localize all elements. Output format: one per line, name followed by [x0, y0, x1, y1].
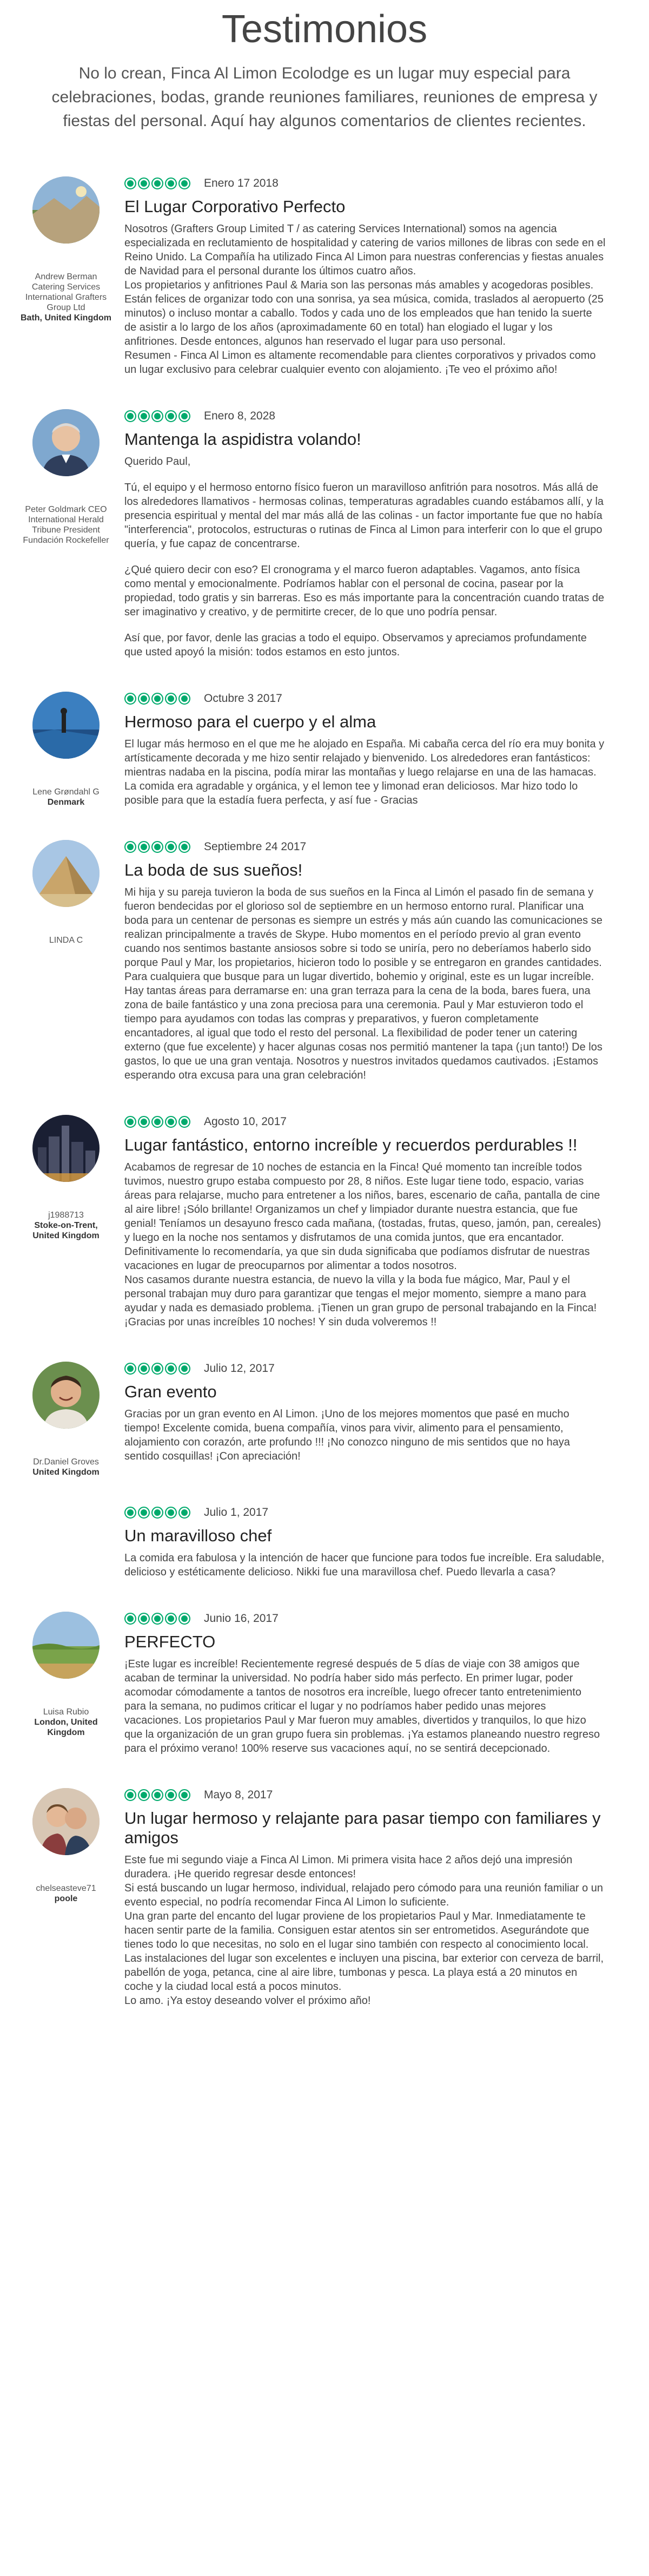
reviewer-info [21, 176, 111, 377]
rating-bubble-icon [151, 841, 163, 853]
reviewer-name: j1988713 [48, 1211, 84, 1220]
review-paragraph: El lugar más hermoso en el que me he alojado en España. Mi cabaña cerca del río era muy bonita y artísticamente decorada y me hizo sentir relajado y bienvenido. Los alrededores eran fantásticos: mientras nadaba en la piscina, podía mirar las montañas y luego relajarse en una de las hamacas. La comida era agradable y orgánica, y el lemon tee y limonad eran deliciosos. Mar hizo todo lo posible para que la estadía fuera perfecta, y así fue - Gracias [124, 738, 605, 806]
review-title: La boda de sus sueños! [124, 860, 303, 879]
review-title: PERFECTO [124, 1632, 216, 1651]
review-paragraph: Nosotros (Grafters Group Limited T / as catering Services International) somos na agencia especializada en reclutamiento de hospitalidad y catering de varios millones de libras con sede en el Reino Unido. La Compañía ha utilizado Finca Al Limon para nuestras conferencias y fiestas anuales de Navidad para el personal durante los últimos cuatro años. [124, 223, 606, 277]
review-meta [124, 409, 606, 423]
rating-bubbles [124, 1789, 192, 1801]
avatar-sea-icon [32, 692, 100, 759]
reviewer-location: Bath, United Kingdom [21, 313, 111, 323]
rating-bubble-icon [178, 1789, 190, 1801]
rating-bubble-icon [178, 1363, 190, 1375]
rating-bubble-icon [178, 1116, 190, 1128]
review-content [111, 176, 627, 377]
review-meta [124, 1115, 606, 1129]
reviewer-location: Stoke-on-Trent, United Kingdom [32, 1221, 100, 1240]
review-item [0, 1506, 649, 1579]
rating-bubbles [124, 1363, 192, 1375]
rating-bubble-icon [151, 410, 163, 422]
rating-bubble-icon [151, 1613, 163, 1625]
review-content [111, 1788, 627, 2008]
rating-bubble-icon [151, 1507, 163, 1519]
review-date: Mayo 8, 2017 [204, 1789, 273, 1801]
rating-bubble-icon [165, 178, 177, 189]
rating-bubbles [124, 1116, 192, 1128]
reviewer-info [21, 409, 111, 659]
review-paragraph: Acabamos de regresar de 10 noches de estancia en la Finca! Qué momento tan increíble todos tuvimos, nuestro grupo estaba compuesto por 28, 8 niños. Este lugar tiene todo, espacio, varias áreas para relajarse, mucho para entretener a los niños, bares, escenario de caña, pantalla de cine al aire libre! ¡Sólo brillante! Organizamos un chef y limpiador durante nuestra estancia, que fue genial! Teníamos un desayuno fresco cada mañana, (tostadas, frutas, queso, jamón, pan, cereales) y luego en la noche nos sentamos y disfrutamos de una comida juntos, que era encantador. Definitivamente lo recomendaría, ya que sin duda significaba que podíamos disfrutar de nuestras vacaciones en lugar de preocuparnos por alimentar a todos nosotros. [124, 1161, 601, 1272]
review-date: Agosto 10, 2017 [204, 1115, 287, 1128]
reviewer-name: LINDA C [49, 936, 83, 945]
reviewer-name: Peter Goldmark CEO International Herald Tribune President Fundación Rockefeller [23, 505, 109, 545]
review-paragraph: ¿Qué quiero decir con eso? El cronograma y el marco fueron adaptables. Vagamos, anto física como mental y emocionalmente. Podríamos hablar con el personal de cocina, pasear por la propiedad, todo gratis y sin barreras. Eso es más importante para la concentración cuando tratas de ser imaginativo y creativo, y de permitirte crecer, de lo que uno podría pensar. [124, 564, 605, 618]
rating-bubble-icon [151, 693, 163, 705]
reviewer-name: Andrew Berman Catering Services International Grafters Group Ltd [25, 272, 107, 312]
review-item [0, 1115, 649, 1329]
rating-bubble-icon [124, 693, 136, 705]
avatar-man-icon [32, 409, 100, 476]
rating-bubble-icon [165, 693, 177, 705]
review-date: Septiembre 24 2017 [204, 840, 307, 853]
rating-bubble-icon [165, 1507, 177, 1519]
rating-bubbles [124, 693, 192, 705]
avatar-city-icon [32, 1115, 100, 1182]
rating-bubble-icon [151, 1363, 163, 1375]
reviewer-info [21, 1506, 111, 1579]
review-paragraph: Así que, por favor, denle las gracias a todo el equipo. Observamos y apreciamos profundamente que usted apoyó la misión: todos estamos en esto juntos. [124, 632, 587, 658]
reviewer-info [21, 1788, 111, 2008]
reviewer-info [21, 1612, 111, 1756]
reviewer-info [21, 1362, 111, 1477]
avatar-landscape-icon [32, 176, 100, 244]
review-meta [124, 692, 606, 706]
rating-bubble-icon [124, 1789, 136, 1801]
rating-bubble-icon [178, 1613, 190, 1625]
rating-bubble-icon [165, 1116, 177, 1128]
review-paragraph: ¡Este lugar es increíble! Recientemente regresé después de 5 días de viaje con 38 amigos que acaban de terminar la universidad. No podría haber sido más perfecto. En primer lugar, poder acomodar cómodamente a tantos de nosotros era increíble, luego ofrecer tanto entretenimiento para la semana, no pudimos criticar el lugar y no podríamos haber pedido unas mejores vacaciones. Los propietarios Paul y Mar fueron muy amables, divertidos y tranquilos, lo que hizo que la organización de un gran grupo fuera sin problemas. ¡Ya estamos planeando nuestro regreso para el próximo verano! 100% reserve sus vacaciones aquí, no se sentirá decepcionado. [124, 1658, 600, 1754]
review-paragraph: Tú, el equipo y el hermoso entorno físico fueron un maravilloso anfitrión para nosotros. Más allá de los alrededores llamativos - hermosas colinas, temperaturas agradables cuando estábamos allí, y la presencia espiritual y mental del mar más allá de las colinas - un factor importante fue que no había "interferencia", protocolos, estructuras o rutinas de Finca al Limon para interferir con lo que el grupo quería, y fue capaz de concentrarse. [124, 482, 604, 550]
review-paragraph: Este fue mi segundo viaje a Finca Al Limon. Mi primera visita hace 2 años dejó una impresión duradera. ¡He querido regresar desde entonces! [124, 1854, 573, 1880]
rating-bubbles [124, 1507, 192, 1519]
review-paragraph: Nos casamos durante nuestra estancia, de nuevo la villa y la boda fue mágico, Mar, Paul y el personal trabajan muy duro para garantizar que tengas el mejor momento, siempre a mano para ayudar y nada es demasiado problema. ¡Tienen un gran grupo de personal trabajando en la Finca! [124, 1274, 597, 1314]
rating-bubbles [124, 841, 192, 853]
reviewer-name: Luisa Rubio [43, 1707, 89, 1717]
rating-bubble-icon [124, 1116, 136, 1128]
review-meta [124, 176, 606, 190]
review-content [111, 409, 627, 659]
rating-bubble-icon [124, 1613, 136, 1625]
review-meta [124, 1362, 606, 1376]
page-title: Testimonios [221, 8, 428, 51]
review-title: Hermoso para el cuerpo y el alma [124, 712, 376, 731]
avatar-smile-icon [32, 1362, 100, 1429]
reviewer-info [21, 692, 111, 807]
review-content [111, 692, 627, 807]
review-item [0, 840, 649, 1082]
review-paragraph: Lo amo. ¡Ya estoy deseando volver el próximo año! [124, 1995, 371, 2007]
review-paragraph: ¡Gracias por unas increíbles 10 noches! Y sin duda volveremos !! [124, 1316, 437, 1328]
review-date: Julio 1, 2017 [204, 1506, 269, 1519]
reviewer-location: London, United Kingdom [34, 1718, 98, 1737]
rating-bubble-icon [124, 410, 136, 422]
rating-bubble-icon [138, 693, 150, 705]
review-paragraph: La comida era fabulosa y la intención de hacer que funcione para todos fue increíble. Era saludable, delicioso y estéticamente delicioso. Nikki fue una maravillosa chef. Puedo llevarla a casa? [124, 1552, 605, 1578]
reviewer-name: Dr.Daniel Groves [33, 1457, 99, 1467]
rating-bubble-icon [124, 178, 136, 189]
reviewer-location: Denmark [47, 798, 85, 807]
rating-bubble-icon [138, 1789, 150, 1801]
review-paragraph: Resumen - Finca Al Limon es altamente recomendable para clientes corporativos y privados como un lugar exclusivo para celebrar cualquier evento con alojamiento. ¡Te veo el próximo año! [124, 350, 596, 376]
review-body [124, 1407, 606, 1463]
review-item [0, 176, 649, 377]
rating-bubble-icon [178, 1507, 190, 1519]
review-title: El Lugar Corporativo Perfecto [124, 197, 346, 216]
review-paragraph: Gracias por un gran evento en Al Limon. ¡Uno de los mejores momentos que pasé en mucho tiempo! Excelente comida, buena compañía, vinos para vivir, alimento para el pensamiento, alojamiento con corazón, arte profundo !!! ¡No conozco ninguno de mis sentidos que no haya sentido cosquillas! ¡Con apreciación! [124, 1408, 570, 1462]
review-body [124, 1657, 606, 1756]
rating-bubble-icon [124, 1363, 136, 1375]
review-title: Lugar fantástico, entorno increíble y recuerdos perdurables !! [124, 1135, 578, 1154]
avatar-field-icon [32, 1612, 100, 1679]
rating-bubble-icon [178, 841, 190, 853]
review-item [0, 692, 649, 807]
review-body [124, 455, 606, 659]
review-body [124, 885, 606, 1082]
review-item [0, 1612, 649, 1756]
rating-bubbles [124, 178, 192, 189]
review-meta [124, 840, 606, 854]
reviewer-name: Lene Grøndahl G [32, 787, 100, 797]
review-date: Junio 16, 2017 [204, 1612, 279, 1625]
reviewer-location: United Kingdom [32, 1468, 100, 1477]
rating-bubble-icon [178, 410, 190, 422]
rating-bubble-icon [124, 1507, 136, 1519]
rating-bubble-icon [138, 841, 150, 853]
review-date: Enero 8, 2028 [204, 410, 275, 422]
review-title: Mantenga la aspidistra volando! [124, 430, 361, 449]
review-paragraph: Una gran parte del encanto del lugar proviene de los propietarios Paul y Mar. Inmediatamente te hacen sentir parte de la familia. Consiguen estar atentos sin ser entrometidos. Asegurándote que tienes todo lo que necesitas, no solo en el lugar sino también con respecto al conocimiento local. [124, 1910, 590, 1950]
intro-text: No lo crean, Finca Al Limon Ecolodge es un lugar muy especial para celebraciones, bodas, grande reuniones familiares, reuniones de empresa y fiestas del personal. Aquí hay algunos comentarios de clientes recientes. [51, 64, 598, 130]
review-body [124, 1853, 606, 2008]
review-paragraph: Querido Paul, [124, 456, 191, 468]
rating-bubble-icon [138, 410, 150, 422]
rating-bubble-icon [138, 1363, 150, 1375]
review-body [124, 222, 606, 377]
rating-bubble-icon [151, 178, 163, 189]
review-content [111, 1362, 627, 1477]
review-title: Un lugar hermoso y relajante para pasar tiempo con familiares y amigos [124, 1809, 601, 1847]
rating-bubble-icon [138, 1507, 150, 1519]
rating-bubbles [124, 1613, 192, 1625]
review-date: Julio 12, 2017 [204, 1362, 275, 1375]
review-title: Gran evento [124, 1382, 217, 1401]
review-date: Octubre 3 2017 [204, 692, 282, 705]
review-content [111, 1612, 627, 1756]
review-content [111, 1115, 627, 1329]
review-body [124, 1160, 606, 1329]
rating-bubble-icon [165, 1789, 177, 1801]
rating-bubble-icon [138, 1613, 150, 1625]
review-paragraph: Si está buscando un lugar hermoso, individual, relajado pero cómodo para una reunión familiar o un evento especial, no podría recomendar Finca Al Limon lo suficiente. [124, 1882, 603, 1908]
rating-bubble-icon [178, 693, 190, 705]
review-body [124, 1551, 606, 1579]
review-meta [124, 1788, 606, 1802]
rating-bubble-icon [178, 178, 190, 189]
rating-bubble-icon [138, 1116, 150, 1128]
review-item [0, 409, 649, 659]
review-title: Un maravilloso chef [124, 1526, 272, 1545]
review-item [0, 1362, 649, 1477]
rating-bubble-icon [165, 841, 177, 853]
rating-bubbles [124, 410, 192, 422]
review-date: Enero 17 2018 [204, 177, 279, 189]
review-content [111, 1506, 627, 1579]
reviewer-info [21, 840, 111, 1082]
review-paragraph: Mi hija y su pareja tuvieron la boda de sus sueños en la Finca al Limón el pasado fin de semana y fueron bendecidas por el glorioso sol de septiembre en un hermoso entorno rural. Planificar una boda para un centenar de personas es siempre un estrés y más aún cuando las comunicaciones se realizan principalmente a través de Skype. Hubo momentos en el período previo al gran evento cuando nos sentimos bastante ansiosos sobre si todo se uniría, pero no deberíamos haberlo sido porque Paul y Mar, los propietarios, hicieron todo lo posible y se entregaron en grandes cantidades. Para cualquiera que busque para un lugar divertido, bohemio y original, este es un lugar increíble. Hay tantas áreas para derramarse en: una gran terraza para la cena de la boda, bares fuera, una zona de baile fantástico y una zona preciosa para una ceremonia. Paul y Mar estuvieron todo el tiempo para ayudamos con todas las compras y preparativos, y fueron completamente encantadores, al igual que todo el resto del personal. La flexibilidad de poder tener un catering externo (que fue excelente) y hacer algunas cosas nos permitió mantener la tapa (¡un tanto!) De los gastos, lo que ue una gran ventaja. Nosotros y nuestros invitados quedamos cautivados. ¡Estamos esperando otra excusa para una gran celebración! [124, 886, 602, 1081]
review-list [0, 176, 649, 2008]
reviewer-info [21, 1115, 111, 1329]
review-body [124, 737, 606, 807]
review-meta [124, 1612, 606, 1626]
avatar-pyramid-icon [32, 840, 100, 907]
review-content [111, 840, 627, 1082]
rating-bubble-icon [138, 178, 150, 189]
reviewer-location: poole [54, 1894, 78, 1903]
avatar-couple-icon [32, 1788, 100, 1855]
rating-bubble-icon [124, 841, 136, 853]
rating-bubble-icon [151, 1116, 163, 1128]
review-item [0, 1788, 649, 2008]
rating-bubble-icon [165, 1363, 177, 1375]
review-meta [124, 1506, 606, 1520]
rating-bubble-icon [151, 1789, 163, 1801]
review-paragraph: Las instalaciones del lugar son excelentes e incluyen una piscina, bar exterior con cerveza de barril, pabellón de yoga, petanca, cine al aire libre, tumbonas y pesca. La playa está a 20 minutos en coche y la ciudad local está a pocos minutos. [124, 1953, 604, 1993]
rating-bubble-icon [165, 410, 177, 422]
reviewer-name: chelseasteve71 [36, 1884, 96, 1893]
review-paragraph: Los propietarios y anfitriones Paul & Maria son las personas más amables y acogedoras posibles. Están felices de organizar todo con una sonrisa, ya sea música, comida, traslados al aeropuerto (25 minutos) o incluso montar a caballo. Todos y cada uno de los empleados que han tenido la suerte de asistir a lo largo de los años (aproximadamente 60 en total) han elogiado el lugar y los anfitriones. Desde entonces, algunos han reservado el lugar para uso personal. [124, 279, 604, 347]
rating-bubble-icon [165, 1613, 177, 1625]
